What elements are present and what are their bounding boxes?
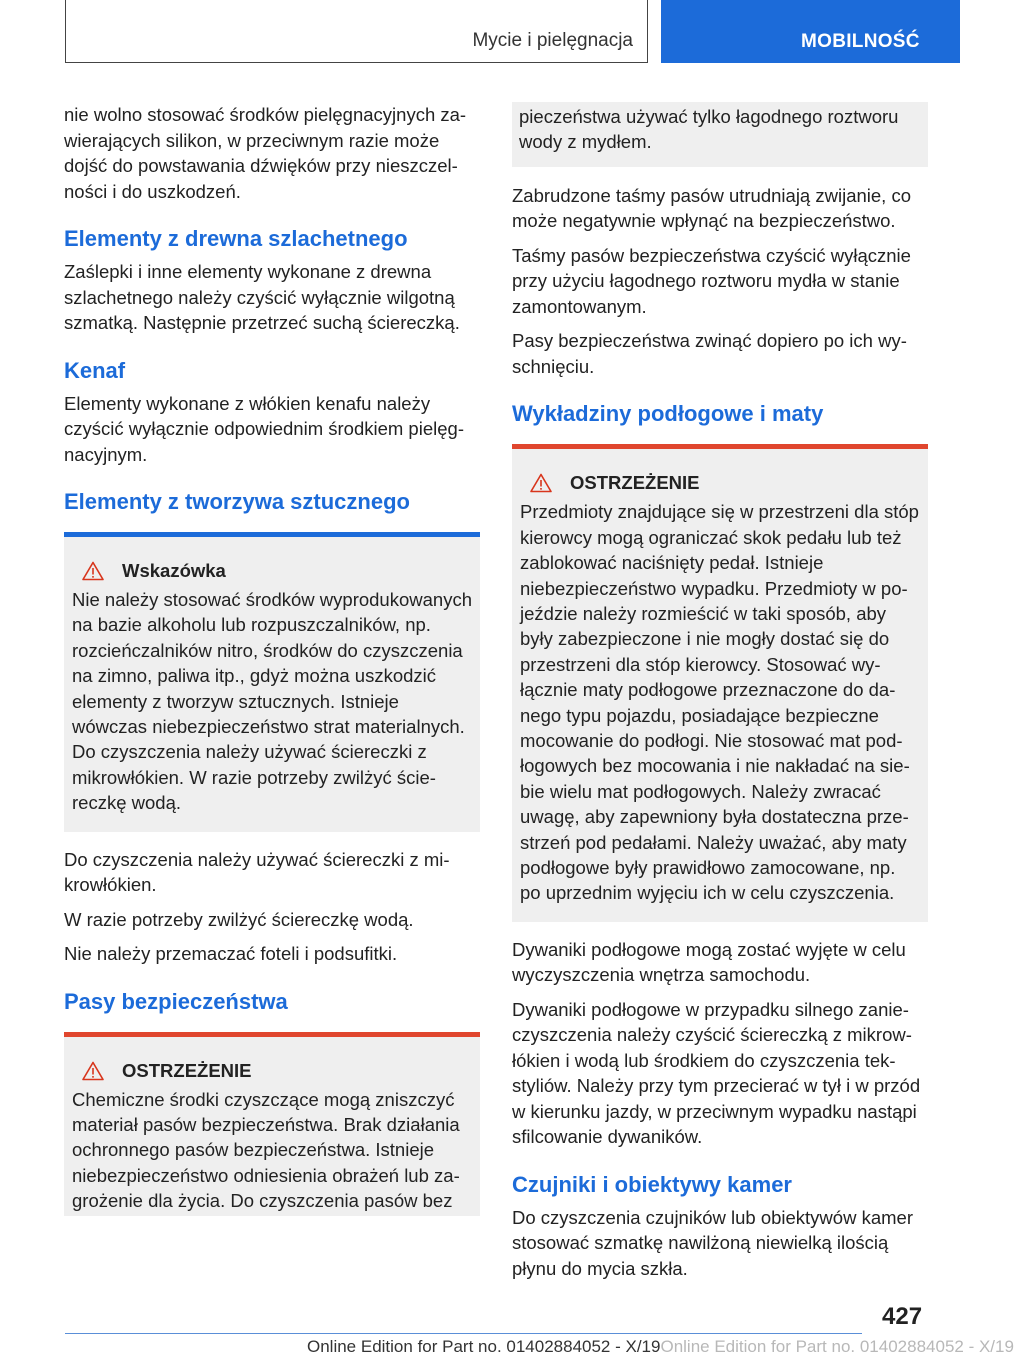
- warning-title-row: [72, 1059, 472, 1083]
- sensors-paragraph: Do czyszczenia czujników lub obiektywów kamer stosować szmatkę nawilżoną niewielką ilością płynu do mycia szkła.: [512, 1206, 913, 1279]
- warning-title: OSTRZEŻENIE: [570, 472, 700, 494]
- belts-paragraph-3: Pasy bezpieczeństwa zwinąć dopiero po ich wyschnięciu.: [512, 330, 907, 377]
- plastic-note-box: [64, 532, 480, 832]
- warning-text: Chemiczne środki czyszczące mogą zniszczyć materiał pasów bezpieczeństwa. Brak działania ochronnego pasów bezpieczeństwa. Istnieje niebezpieczeństwo odniesienia obrażeń lub zagrożenie dla życia. Do czyszczenia pasów bez: [72, 1088, 460, 1212]
- intro-paragraph: nie wolno stosować środków pielęgnacyjnych zawierających silikon, w przeciwnym razie może dojść do powstawania dźwięków przy nieszczelności i do uszkodzeń.: [64, 104, 467, 202]
- warning-title: OSTRZEŻENIE: [122, 1059, 252, 1081]
- belts-paragraph-1: Zabrudzone taśmy pasów utrudniają zwijanie, co może negatywnie wpłynąć na bezpieczeństwo.: [512, 184, 911, 232]
- footer-divider: [65, 1333, 862, 1334]
- wood-heading: Elementy z drewna szlachetnego: [64, 226, 408, 251]
- note-text: Nie należy stosować środków wyprodukowanych na bazie alkoholu lub rozpuszczalników, np. rozcieńczalników nitro, środków do czyszczenia na zimno, paliwa itp., gdyż można uszkodzić elementy z tworzyw sztucznych. Istnieje wówczas niebezpieczeństwo strat materialnych. Do czyszczenia należy używać ściereczki z mikrowłókien. W razie potrzeby zwilżyć ściereczkę wodą.: [72, 589, 472, 814]
- warning-text: Przedmioty znajdujące się w przestrzeni dla stóp kierowcy mogą ograniczać skok pedału lub też zablokować naciśnięty pedał. Istnieje niebezpieczeństwo wypadku. Przedmioty w pojeździe należy rozmieścić w taki sposób, aby były zabezpieczone i nie mogły dostać się do przestrzeni dla stóp kierowcy. Stosować wyłącznie maty podłogowe przeznaczone do danego typu pojazdu, posiadające bezpieczne mocowanie do podłogi. Nie stosować mat podłogowych bez mocowania i nie nakładać na siebie wielu mat podłogowych. Należy zwracać uwagę, aby zapewniony była dostateczna przestrzeń pod pedałami. Należy uważać, aby maty podłogowe były prawidłowo zamocowane, np. po uprzednim wyjęciu ich w celu czyszczenia.: [520, 501, 919, 904]
- chapter-tab[interactable]: [661, 0, 960, 63]
- warning-triangle-icon: [530, 473, 552, 493]
- right-column: [512, 102, 928, 1290]
- belts-paragraph-2: Taśmy pasów bezpieczeństwa czyścić wyłącznie przy użyciu łagodnego roztworu mydła w stanie zamontowanym.: [512, 244, 911, 317]
- wood-paragraph: Zaślepki i inne elementy wykonane z drewna szlachetnego należy czyścić wyłącznie wilgotną szmatką. Następnie przetrzeć suchą ściereczką.: [64, 261, 460, 333]
- sensors-heading: Czujniki i obiektywy kamer: [512, 1171, 792, 1197]
- header-section-frame: [65, 0, 648, 63]
- kenaf-heading: Kenaf: [64, 357, 126, 383]
- mats-warning-box: [512, 444, 928, 922]
- plastic-paragraph-3: Nie należy przemaczać foteli i podsufitki.: [64, 943, 398, 965]
- section-title: Mycie i pielęgnacja: [472, 30, 633, 51]
- plastic-paragraph-2: W razie potrzeby zwilżyć ściereczkę wodą.: [64, 908, 414, 930]
- watermark-text: Online Edition for Part no. 01402884052 - X/19: [660, 1337, 1014, 1356]
- warning-title-row: [520, 471, 920, 495]
- note-title-row: [72, 559, 472, 583]
- belts-warning-continued: [512, 102, 928, 167]
- page-number: 427: [882, 1303, 923, 1330]
- warning-triangle-icon: [82, 561, 104, 581]
- plastic-heading: Elementy z tworzywa sztucznego: [64, 489, 410, 514]
- belts-warning-box: [64, 1032, 480, 1216]
- kenaf-paragraph: Elementy wykonane z włókien kenafu należy czyścić wyłącznie odpowiednim środkiem pielęgnacyjnym.: [64, 392, 464, 465]
- plastic-paragraph-1: Do czyszczenia należy używać ściereczki z mikrowłókien.: [64, 848, 450, 896]
- mats-paragraph-1: Dywaniki podłogowe mogą zostać wyjęte w celu wyczyszczenia wnętrza samochodu.: [512, 938, 906, 986]
- mats-paragraph-2: Dywaniki podłogowe w przypadku silnego zanieczyszczenia należy czyścić ściereczką z mikrowłókien i wodą lub środkiem do czyszczenia tekstyliów. Należy przy tym przecierać w tył i w przód w kierunku jazdy, w przeciwnym wypadku nastąpi sfilcowanie dywaników.: [512, 998, 921, 1148]
- warning-text-continued: pieczeństwa używać tylko łagodnego roztworu wody z mydłem.: [519, 106, 899, 153]
- note-title: Wskazówka: [122, 560, 226, 581]
- chapter-tab-label: MOBILNOŚĆ: [801, 31, 920, 52]
- left-column: [64, 102, 480, 1231]
- warning-triangle-icon: [82, 1061, 104, 1081]
- belts-heading: Pasy bezpieczeństwa: [64, 988, 288, 1014]
- footer-edition: [307, 1337, 1014, 1357]
- mats-heading: Wykładziny podłogowe i maty: [512, 401, 824, 427]
- edition-text: Online Edition for Part no. 01402884052 - X/19: [307, 1337, 661, 1356]
